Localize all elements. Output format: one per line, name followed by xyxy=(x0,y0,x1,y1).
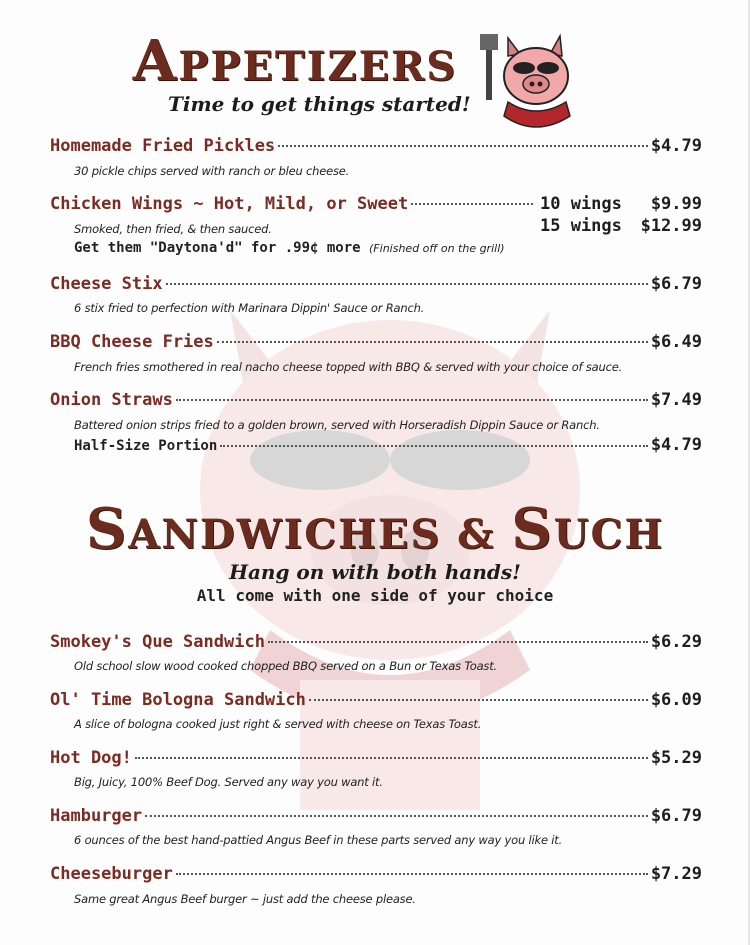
pig-mascot-logo-icon xyxy=(478,20,578,138)
item-description: French fries smothered in real nacho cheese topped with BBQ & served with your choice of sauce. xyxy=(74,360,623,374)
item-description: A slice of bologna cooked just right & served with cheese on Texas Toast. xyxy=(74,717,482,731)
item-description: Old school slow wood cooked chopped BBQ served on a Bun or Texas Toast. xyxy=(74,659,497,673)
item-description: Same great Angus Beef burger ~ just add the cheese please. xyxy=(74,892,416,906)
menu-item-bbq-cheese-fries: BBQ Cheese Fries $6.49 xyxy=(50,332,702,352)
daytona-upgrade: Get them "Daytona'd" for .99¢ more (Finished off on the grill) xyxy=(74,240,505,256)
item-description: 6 ounces of the best hand-pattied Angus Beef in these parts served any way you like it. xyxy=(74,833,563,847)
menu-item-onion-straws: Onion Straws $7.49 xyxy=(50,390,702,410)
sandwiches-title: SANDWICHES & SUCH xyxy=(85,496,665,562)
half-size-portion: Half-Size Portion $4.79 xyxy=(74,435,702,455)
sandwiches-tagline: Hang on with both hands! xyxy=(229,560,521,584)
menu-item-chicken-wings: Chicken Wings ~ Hot, Mild, or Sweet xyxy=(50,194,536,214)
item-description: Smoked, then fried, & then sauced. xyxy=(74,222,272,236)
wing-prices xyxy=(540,193,702,237)
wing-price-row: 10 wings $9.99 xyxy=(540,194,702,214)
menu-item-smokeys-que-sandwich: Smokey's Que Sandwich $6.29 xyxy=(50,632,702,652)
menu-item-hot-dog: Hot Dog! $5.29 xyxy=(50,748,702,768)
item-description: Battered onion strips fried to a golden brown, served with Horseradish Dippin Sauce or Ranch. xyxy=(74,418,600,432)
appetizers-tagline: Time to get things started! xyxy=(168,92,471,116)
menu-item-cheeseburger: Cheeseburger $7.29 xyxy=(50,864,702,884)
item-description: 30 pickle chips served with ranch or bleu cheese. xyxy=(74,164,350,178)
appetizers-title: APPETIZERS xyxy=(132,28,458,94)
menu-item-fried-pickles: Homemade Fried Pickles $4.79 xyxy=(50,136,702,156)
item-description: 6 stix fried to perfection with Marinara Dippin' Sauce or Ranch. xyxy=(74,301,425,315)
wing-price-row: 15 wings $12.99 xyxy=(540,216,702,236)
menu-item-hamburger: Hamburger $6.79 xyxy=(50,806,702,826)
menu-item-cheese-stix: Cheese Stix $6.79 xyxy=(50,274,702,294)
item-description: Big, Juicy, 100% Beef Dog. Served any way you want it. xyxy=(74,775,383,789)
menu-item-bologna-sandwich: Ol' Time Bologna Sandwich $6.09 xyxy=(50,690,702,710)
sandwiches-side-note: All come with one side of your choice xyxy=(196,586,554,605)
